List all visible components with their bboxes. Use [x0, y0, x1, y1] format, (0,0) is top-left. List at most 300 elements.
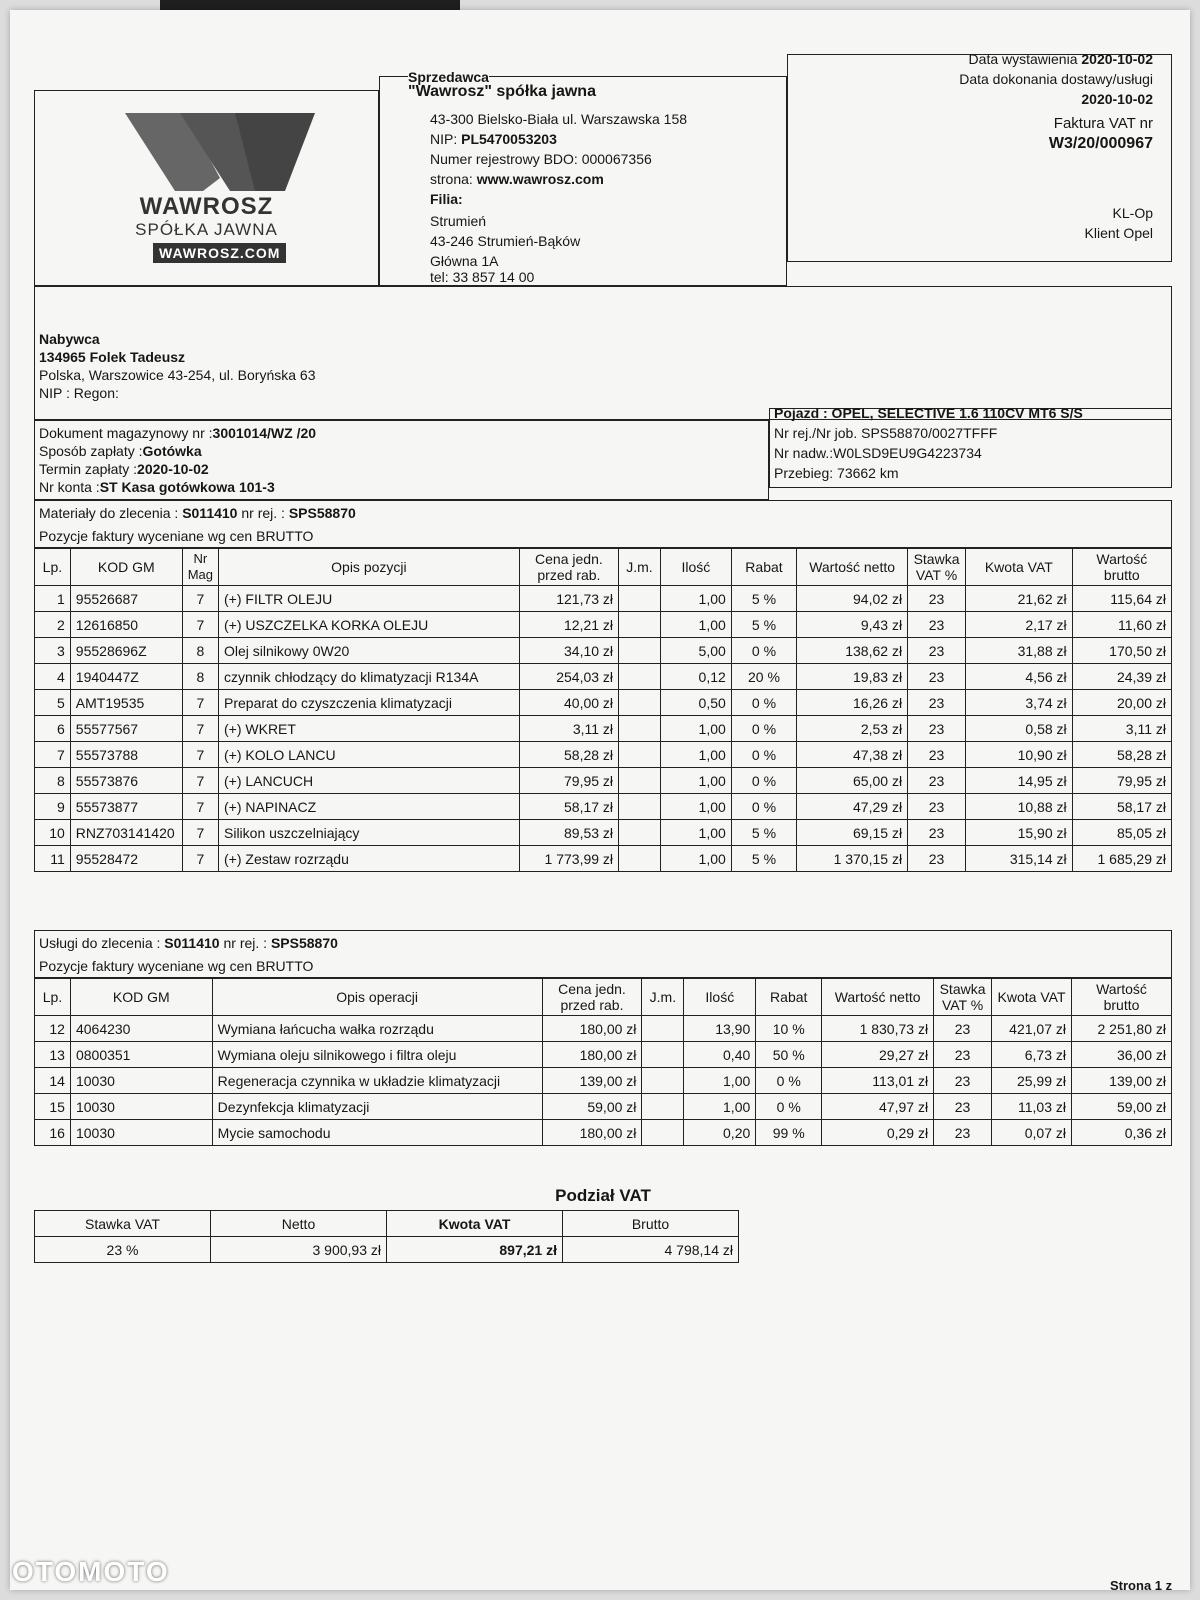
cell-jm_empty	[642, 1120, 684, 1146]
cell-mag: 7	[182, 768, 218, 794]
warehouse-doc-label: Dokument magazynowy nr :	[39, 425, 213, 441]
vat-col-brutto: Brutto	[563, 1211, 739, 1237]
cell-netto: 0,29 zł	[822, 1120, 934, 1146]
materials-body	[35, 586, 1172, 872]
cell-cena: 180,00 zł	[542, 1016, 642, 1042]
cell-cena: 3,11 zł	[519, 716, 618, 742]
seller-address: 43-300 Bielsko-Biała ul. Warszawska 158	[430, 111, 688, 127]
seller-box	[379, 69, 787, 286]
cell-lp: 5	[35, 690, 71, 716]
cell-kod: 95528472	[70, 846, 182, 872]
branch-address: 43-246 Strumień-Bąków	[430, 233, 581, 249]
cell-mag: 7	[182, 690, 218, 716]
vat-kwota: 897,21 zł	[387, 1237, 563, 1263]
cell-jm_empty	[619, 742, 661, 768]
cell-mag: 7	[182, 846, 218, 872]
cell-mag: 7	[182, 820, 218, 846]
cell-brutto: 3,11 zł	[1072, 716, 1171, 742]
cell-netto: 9,43 zł	[797, 612, 908, 638]
cell-kod: 4064230	[70, 1016, 212, 1042]
cell-kod: 95528696Z	[70, 638, 182, 664]
cell-cena: 139,00 zł	[542, 1068, 642, 1094]
cell-vat: 0,58 zł	[966, 716, 1073, 742]
cell-netto: 113,01 zł	[822, 1068, 934, 1094]
cell-netto: 47,38 zł	[797, 742, 908, 768]
cell-brutto: 170,50 zł	[1072, 638, 1171, 664]
cell-opis: (+) Zestaw rozrządu	[219, 846, 520, 872]
cell-jm_empty	[642, 1016, 684, 1042]
cell-cena: 180,00 zł	[542, 1042, 642, 1068]
vat-netto: 3 900,93 zł	[211, 1237, 387, 1263]
cell-netto: 16,26 zł	[797, 690, 908, 716]
cell-jm_empty	[619, 664, 661, 690]
cell-cena: 254,03 zł	[519, 664, 618, 690]
cell-rabat: 50 %	[756, 1042, 822, 1068]
table-row	[35, 1094, 1172, 1120]
cell-rabat: 5 %	[731, 612, 796, 638]
logo-subtitle: SPÓŁKA JAWNA	[135, 220, 278, 239]
services-body	[35, 1016, 1172, 1146]
cell-brutto: 24,39 zł	[1072, 664, 1171, 690]
buyer-box	[34, 286, 1172, 420]
cell-cena: 121,73 zł	[519, 586, 618, 612]
cell-stawka: 23	[908, 638, 966, 664]
materials-order-no: S011410	[182, 505, 238, 521]
cell-brutto: 85,05 zł	[1072, 820, 1171, 846]
cell-brutto: 115,64 zł	[1072, 586, 1171, 612]
cell-opis: (+) FILTR OLEJU	[219, 586, 520, 612]
cell-stawka: 23	[908, 742, 966, 768]
vat-split-title: Podział VAT	[555, 1186, 651, 1205]
cell-kod: AMT19535	[70, 690, 182, 716]
table-row	[35, 1042, 1172, 1068]
table-row	[35, 742, 1172, 768]
table-row	[35, 1120, 1172, 1146]
cell-opis: (+) WKRET	[219, 716, 520, 742]
cell-ilosc: 0,40	[684, 1042, 756, 1068]
logo-url: WAWROSZ.COM	[153, 243, 286, 263]
cell-ilosc: 1,00	[684, 1068, 756, 1094]
cell-cena: 59,00 zł	[542, 1094, 642, 1120]
cell-cena: 12,21 zł	[519, 612, 618, 638]
cell-cena: 34,10 zł	[519, 638, 618, 664]
cell-jm_empty	[619, 638, 661, 664]
cell-opis: (+) NAPINACZ	[219, 794, 520, 820]
services-pricing: Pozycje faktury wyceniane wg cen BRUTTO	[39, 958, 314, 974]
cell-cena: 1 773,99 zł	[519, 846, 618, 872]
cell-cena: 180,00 zł	[542, 1120, 642, 1146]
services-header-row	[35, 979, 1172, 1016]
cell-ilosc: 0,50	[660, 690, 731, 716]
cell-ilosc: 1,00	[660, 846, 731, 872]
cell-lp: 13	[35, 1042, 71, 1068]
col-netto: Wartość netto	[797, 549, 908, 586]
branch-label: Filia:	[430, 191, 463, 207]
cell-kod: 55573788	[70, 742, 182, 768]
cell-ilosc: 1,00	[660, 586, 731, 612]
materials-pricing: Pozycje faktury wyceniane wg cen BRUTTO	[39, 528, 314, 544]
cell-lp: 16	[35, 1120, 71, 1146]
cell-kod: 95526687	[70, 586, 182, 612]
cell-mag: 8	[182, 638, 218, 664]
logo-name: WAWROSZ	[139, 193, 274, 220]
cell-opis: Wymiana oleju silnikowego i filtra oleju	[212, 1042, 542, 1068]
cell-vat: 14,95 zł	[966, 768, 1073, 794]
cell-stawka: 23	[934, 1016, 992, 1042]
cell-ilosc: 1,00	[660, 820, 731, 846]
materials-reg-no: SPS58870	[288, 505, 356, 521]
cell-lp: 15	[35, 1094, 71, 1120]
materials-reg-label: nr rej. :	[241, 505, 285, 521]
cell-kod: 12616850	[70, 612, 182, 638]
cell-brutto: 59,00 zł	[1072, 1094, 1172, 1120]
cell-rabat: 0 %	[731, 742, 796, 768]
cell-opis: (+) USZCZELKA KORKA OLEJU	[219, 612, 520, 638]
col-mag: Nr Mag	[182, 549, 218, 586]
cell-jm_empty	[619, 820, 661, 846]
seller-site-label: strona:	[430, 171, 473, 187]
cell-rabat: 0 %	[731, 690, 796, 716]
payment-due-label: Termin zapłaty :	[39, 461, 138, 477]
cell-vat: 0,07 zł	[992, 1120, 1072, 1146]
cell-opis: Wymiana łańcucha wałka rozrządu	[212, 1016, 542, 1042]
vat-empty	[739, 1211, 1172, 1237]
seller-site-link[interactable]: www.wawrosz.com	[476, 171, 604, 187]
cell-opis: Mycie samochodu	[212, 1120, 542, 1146]
col-rabat: Rabat	[731, 549, 796, 586]
account-value: ST Kasa gotówkowa 101-3	[99, 479, 275, 495]
services-reg-label: nr rej. :	[223, 935, 268, 951]
invoice-info-box	[787, 51, 1172, 262]
wawrosz-logo-icon	[125, 103, 315, 193]
cell-vat: 4,56 zł	[966, 664, 1073, 690]
cell-brutto: 1 685,29 zł	[1072, 846, 1171, 872]
vehicle-box	[769, 405, 1172, 488]
cell-vat: 315,14 zł	[966, 846, 1073, 872]
cell-stawka: 23	[908, 586, 966, 612]
svc-col-lp: Lp.	[35, 979, 71, 1016]
cell-rabat: 0 %	[731, 716, 796, 742]
svc-col-cena: Cena jedn. przed rab.	[542, 979, 642, 1016]
cell-kod: 55573877	[70, 794, 182, 820]
cell-ilosc: 1,00	[684, 1094, 756, 1120]
issue-date	[969, 51, 1153, 67]
payment-due	[39, 461, 209, 477]
table-row	[35, 1068, 1172, 1094]
client-type: Klient Opel	[1084, 225, 1153, 241]
svc-col-ilosc: Ilość	[684, 979, 756, 1016]
seller-nip	[430, 131, 557, 147]
cell-ilosc: 1,00	[660, 794, 731, 820]
cell-jm_empty	[642, 1094, 684, 1120]
cell-jm_empty	[619, 612, 661, 638]
issue-date-label: Data wystawienia	[968, 51, 1078, 67]
cell-netto: 2,53 zł	[797, 716, 908, 742]
company-logo-box	[34, 90, 379, 286]
col-vat: Kwota VAT	[966, 549, 1073, 586]
seller-label: Sprzedawca	[408, 69, 489, 85]
cell-brutto: 2 251,80 zł	[1072, 1016, 1172, 1042]
cell-stawka: 23	[908, 768, 966, 794]
cell-ilosc: 5,00	[660, 638, 731, 664]
materials-order-label: Materiały do zlecenia :	[39, 505, 179, 521]
invoice-type: Faktura VAT nr	[1053, 115, 1153, 132]
cell-rabat: 0 %	[731, 768, 796, 794]
cell-stawka: 23	[908, 846, 966, 872]
document-box	[34, 420, 769, 500]
cell-kod: 10030	[70, 1068, 212, 1094]
cell-kod: 10030	[70, 1094, 212, 1120]
cell-stawka: 23	[908, 664, 966, 690]
cell-rabat: 0 %	[731, 794, 796, 820]
cell-lp: 14	[35, 1068, 71, 1094]
cell-kod: 10030	[70, 1120, 212, 1146]
buyer-address: Polska, Warszowice 43-254, ul. Boryńska 63	[39, 367, 316, 383]
table-row	[35, 716, 1172, 742]
cell-rabat: 20 %	[731, 664, 796, 690]
cell-mag: 7	[182, 716, 218, 742]
cell-ilosc: 1,00	[660, 716, 731, 742]
buyer-name: 134965 Folek Tadeusz	[39, 349, 186, 365]
svc-col-brutto: Wartość brutto	[1072, 979, 1172, 1016]
cell-netto: 29,27 zł	[822, 1042, 934, 1068]
cell-netto: 47,29 zł	[797, 794, 908, 820]
cell-lp: 7	[35, 742, 71, 768]
cell-rabat: 10 %	[756, 1016, 822, 1042]
cell-netto: 47,97 zł	[822, 1094, 934, 1120]
table-row	[35, 586, 1172, 612]
cell-brutto: 139,00 zł	[1072, 1068, 1172, 1094]
services-order	[39, 935, 338, 951]
cell-netto: 94,02 zł	[797, 586, 908, 612]
cell-ilosc: 1,00	[660, 612, 731, 638]
svc-col-vat: Kwota VAT	[992, 979, 1072, 1016]
cell-rabat: 5 %	[731, 846, 796, 872]
cell-vat: 25,99 zł	[992, 1068, 1072, 1094]
buyer-ids: NIP : Regon:	[39, 385, 119, 401]
services-order-label: Usługi do zlecenia :	[39, 935, 161, 951]
cell-mag: 7	[182, 586, 218, 612]
cell-opis: Olej silnikowy 0W20	[219, 638, 520, 664]
issue-date-value: 2020-10-02	[1081, 51, 1153, 67]
cell-kod: 55577567	[70, 716, 182, 742]
cell-lp: 8	[35, 768, 71, 794]
vehicle-vin: Nr nadw.:W0LSD9EU9G4223734	[774, 445, 982, 461]
seller-bdo: Numer rejestrowy BDO: 000067356	[430, 151, 652, 167]
vat-stawka: 23 %	[35, 1237, 211, 1263]
vat-brutto: 4 798,14 zł	[563, 1237, 739, 1263]
table-row	[35, 820, 1172, 846]
cell-brutto: 0,36 zł	[1072, 1120, 1172, 1146]
cell-opis: czynnik chłodzący do klimatyzacji R134A	[219, 664, 520, 690]
delivery-label: Data dokonania dostawy/usługi	[959, 71, 1153, 87]
cell-stawka: 23	[934, 1042, 992, 1068]
services-reg-no: SPS58870	[270, 935, 338, 951]
cell-netto: 19,83 zł	[797, 664, 908, 690]
materials-header-row	[35, 549, 1172, 586]
cell-stawka: 23	[908, 716, 966, 742]
table-row	[35, 664, 1172, 690]
account-label: Nr konta :	[39, 479, 100, 495]
cell-lp: 12	[35, 1016, 71, 1042]
cell-stawka: 23	[908, 794, 966, 820]
svc-col-opis: Opis operacji	[212, 979, 542, 1016]
cell-rabat: 5 %	[731, 586, 796, 612]
buyer-label: Nabywca	[39, 331, 100, 347]
cell-cena: 58,28 zł	[519, 742, 618, 768]
seller-phone: tel: 33 857 14 00	[430, 269, 535, 285]
cell-brutto: 20,00 zł	[1072, 690, 1171, 716]
page-number: Strona 1 z	[1110, 1578, 1173, 1593]
cell-rabat: 0 %	[756, 1094, 822, 1120]
cell-cena: 89,53 zł	[519, 820, 618, 846]
cell-netto: 65,00 zł	[797, 768, 908, 794]
cell-lp: 4	[35, 664, 71, 690]
cell-stawka: 23	[908, 820, 966, 846]
materials-order	[39, 505, 356, 521]
services-section-head	[34, 930, 1172, 978]
invoice-number: W3/20/000967	[1048, 135, 1153, 152]
cell-brutto: 36,00 zł	[1072, 1042, 1172, 1068]
cell-stawka: 23	[908, 612, 966, 638]
cell-vat: 2,17 zł	[966, 612, 1073, 638]
svc-col-jm: J.m.	[642, 979, 684, 1016]
cell-brutto: 11,60 zł	[1072, 612, 1171, 638]
cell-rabat: 99 %	[756, 1120, 822, 1146]
cell-jm_empty	[619, 768, 661, 794]
vehicle-reg: Nr rej./Nr job. SPS58870/0027TFFF	[774, 425, 998, 441]
svc-col-stawka: Stawka VAT %	[934, 979, 992, 1016]
cell-vat: 31,88 zł	[966, 638, 1073, 664]
payment-method-value: Gotówka	[142, 443, 202, 459]
vehicle-model: Pojazd : OPEL, SELECTIVE 1.6 110CV MT6 S/S	[774, 405, 1083, 421]
cell-vat: 10,88 zł	[966, 794, 1073, 820]
seller-site	[430, 171, 604, 187]
warehouse-doc	[39, 425, 316, 441]
cell-kod: 55573876	[70, 768, 182, 794]
materials-section-head	[34, 500, 1172, 548]
cell-mag: 7	[182, 612, 218, 638]
table-row	[35, 612, 1172, 638]
branch-street: Główna 1A	[430, 253, 499, 269]
cell-vat: 3,74 zł	[966, 690, 1073, 716]
cell-vat: 421,07 zł	[992, 1016, 1072, 1042]
cell-lp: 1	[35, 586, 71, 612]
account	[39, 479, 275, 495]
cell-brutto: 58,28 zł	[1072, 742, 1171, 768]
vehicle-mileage: Przebieg: 73662 km	[774, 465, 899, 481]
vat-split-row	[35, 1237, 1172, 1263]
col-cena: Cena jedn. przed rab.	[519, 549, 618, 586]
vat-col-stawka: Stawka VAT	[35, 1211, 211, 1237]
cell-vat: 15,90 zł	[966, 820, 1073, 846]
table-row	[35, 638, 1172, 664]
svc-col-netto: Wartość netto	[822, 979, 934, 1016]
col-stawka: Stawka VAT %	[908, 549, 966, 586]
seller-nip-label: NIP:	[430, 131, 458, 147]
cell-rabat: 5 %	[731, 820, 796, 846]
table-row	[35, 794, 1172, 820]
vat-split-header	[35, 1211, 1172, 1237]
cell-cena: 79,95 zł	[519, 768, 618, 794]
payment-method	[39, 443, 202, 459]
cell-stawka: 23	[934, 1120, 992, 1146]
table-row	[35, 768, 1172, 794]
branch-city: Strumień	[430, 213, 487, 229]
cell-ilosc: 0,12	[660, 664, 731, 690]
cell-ilosc: 1,00	[660, 768, 731, 794]
col-opis: Opis pozycji	[219, 549, 520, 586]
client-code: KL-Op	[1112, 205, 1153, 221]
services-order-no: S011410	[164, 935, 220, 951]
table-row	[35, 1016, 1172, 1042]
cell-mag: 7	[182, 742, 218, 768]
cell-cena: 58,17 zł	[519, 794, 618, 820]
cell-opis: Regeneracja czynnika w układzie klimatyzacji	[212, 1068, 542, 1094]
cell-stawka: 23	[934, 1068, 992, 1094]
cell-lp: 6	[35, 716, 71, 742]
cell-opis: (+) LANCUCH	[219, 768, 520, 794]
cell-brutto: 79,95 zł	[1072, 768, 1171, 794]
cell-jm_empty	[619, 586, 661, 612]
cell-opis: (+) KOLO LANCU	[219, 742, 520, 768]
col-ilosc: Ilość	[660, 549, 731, 586]
col-jm: J.m.	[619, 549, 661, 586]
cell-cena: 40,00 zł	[519, 690, 618, 716]
cell-opis: Silikon uszczelniający	[219, 820, 520, 846]
table-row	[35, 690, 1172, 716]
cell-netto: 69,15 zł	[797, 820, 908, 846]
col-brutto: Wartość brutto	[1072, 549, 1171, 586]
cell-rabat: 0 %	[756, 1068, 822, 1094]
cell-vat: 11,03 zł	[992, 1094, 1072, 1120]
cell-ilosc: 1,00	[660, 742, 731, 768]
invoice-page	[10, 10, 1190, 1593]
payment-due-value: 2020-10-02	[137, 461, 209, 477]
col-lp: Lp.	[35, 549, 71, 586]
cell-jm_empty	[642, 1068, 684, 1094]
svc-col-kod: KOD GM	[70, 979, 212, 1016]
cell-jm_empty	[619, 846, 661, 872]
cell-vat: 21,62 zł	[966, 586, 1073, 612]
cell-kod: 0800351	[70, 1042, 212, 1068]
cell-vat: 6,73 zł	[992, 1042, 1072, 1068]
cell-ilosc: 0,20	[684, 1120, 756, 1146]
materials-table	[34, 548, 1172, 872]
cell-jm_empty	[619, 794, 661, 820]
otomoto-watermark: OTOMOTO	[12, 1556, 170, 1587]
vat-col-kwota: Kwota VAT	[387, 1211, 563, 1237]
cell-stawka: 23	[934, 1094, 992, 1120]
col-kod: KOD GM	[70, 549, 182, 586]
cell-ilosc: 13,90	[684, 1016, 756, 1042]
vat-split-table	[34, 1210, 1172, 1263]
cell-brutto: 58,17 zł	[1072, 794, 1171, 820]
cell-vat: 10,90 zł	[966, 742, 1073, 768]
seller-name: "Wawrosz" spółka jawna	[408, 83, 596, 100]
cell-jm_empty	[619, 716, 661, 742]
table-row	[35, 846, 1172, 872]
cell-lp: 9	[35, 794, 71, 820]
cell-rabat: 0 %	[731, 638, 796, 664]
cell-lp: 10	[35, 820, 71, 846]
vat-empty-2	[739, 1237, 1172, 1263]
payment-method-label: Sposób zapłaty :	[39, 443, 143, 459]
cell-jm_empty	[619, 690, 661, 716]
delivery-date: 2020-10-02	[1081, 91, 1153, 107]
cell-netto: 1 830,73 zł	[822, 1016, 934, 1042]
vat-col-netto: Netto	[211, 1211, 387, 1237]
